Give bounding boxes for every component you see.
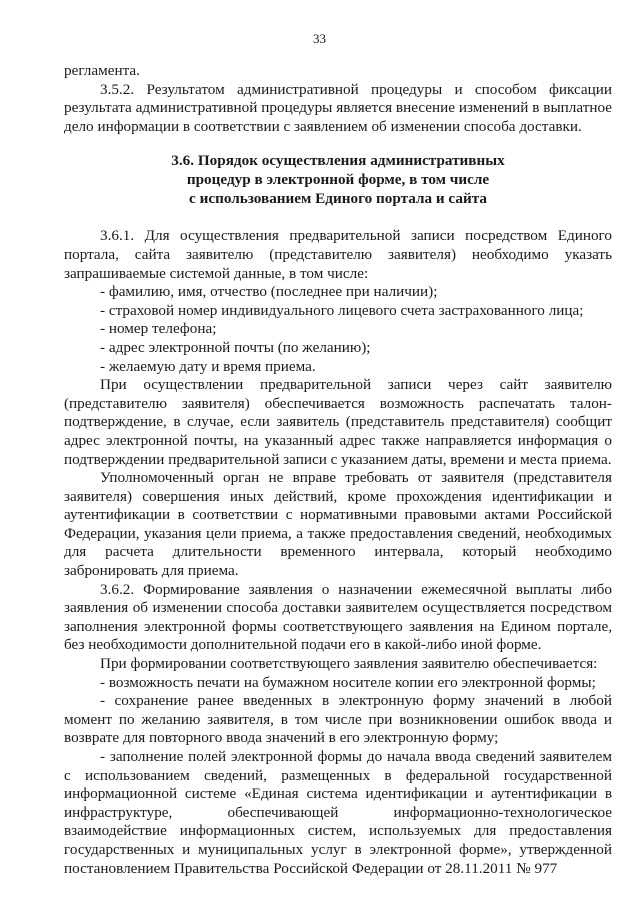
document-body	[64, 62, 612, 878]
list-item: - номер телефона;	[100, 320, 217, 338]
list-item: - страховой номер индивидуального лицевого счета застрахованного лица;	[100, 301, 584, 319]
paragraph-3-5-2: 3.5.2. Результатом административной процедуры и способом фиксации результата административной процедуры является внесение изменений в выплатное дело информации в соответствии с заявлением об изменении способа доставки.	[64, 80, 612, 135]
list-item: - заполнение полей электронной формы до начала ввода сведений заявителем с использованием сведений, размещенных в федеральной государственной информационной системе «Единая система идентификации и аутентификации в инфраструктуре, обеспечивающей информационно-технологическое взаимодействие информационных систем, используемых для предоставления государственных и муниципальных услуг в электронной форме», утвержденной постановлением Правительства Российской Федерации от 28.11.2011 № 977	[64, 748, 612, 877]
paragraph-3-6-1: 3.6.1. Для осуществления предварительной записи посредством Единого портала, сайта заявителю (представителю заявителя) необходимо указать запрашиваемые системой данные, в том числе:	[64, 227, 612, 282]
section-heading-line: 3.6. Порядок осуществления административных	[171, 152, 505, 170]
list-item: - фамилию, имя, отчество (последнее при наличии);	[100, 283, 438, 301]
list-item: - сохранение ранее введенных в электронную форму значений в любой момент по желанию заявителя, в том числе при возникновении ошибок ввода и возврате для повторного ввода значений в его электронную форму;	[64, 692, 612, 747]
list-item: - адрес электронной почты (по желанию);	[100, 338, 371, 356]
paragraph-3-6-2: 3.6.2. Формирование заявления о назначении ежемесячной выплаты либо заявления об изменении способа доставки заявителем осуществляется посредством заполнения электронной формы соответствующего заявления на Едином портале, без необходимости дополнительной подачи его в какой-либо иной форме.	[64, 580, 612, 654]
list-item: - возможность печати на бумажном носителе копии его электронной формы;	[100, 673, 596, 691]
section-heading-line: с использованием Единого портала и сайта	[189, 190, 487, 208]
paragraph-authority: Уполномоченный орган не вправе требовать от заявителя (представителя заявителя) совершения иных действий, кроме прохождения идентификации и аутентификации в соответствии с нормативными правовыми актами Российской Федерации, указания цели приема, а также предоставления сведений, необходимых для расчета длительности временного интервала, который необходимо забронировать для приема.	[64, 469, 612, 580]
paragraph-site-booking: При осуществлении предварительной записи через сайт заявителю (представителю заявителя) обеспечивается возможность распечатать талон-подтверждение, в случае, если заявитель (представитель представителя) сообщит адрес электронной почты, на указанный адрес также направляется информация о подтверждении предварительной записи с указанием даты, времени и места приема.	[64, 376, 612, 468]
list-item: - желаемую дату и время приема.	[100, 357, 316, 375]
paragraph-forming: При формировании соответствующего заявления заявителю обеспечивается:	[100, 655, 598, 673]
page-number: 33	[313, 31, 326, 46]
section-heading-3-6	[64, 151, 612, 208]
section-heading-line: процедур в электронной форме, в том числе	[186, 171, 490, 189]
paragraph-continuation: регламента.	[64, 62, 140, 79]
